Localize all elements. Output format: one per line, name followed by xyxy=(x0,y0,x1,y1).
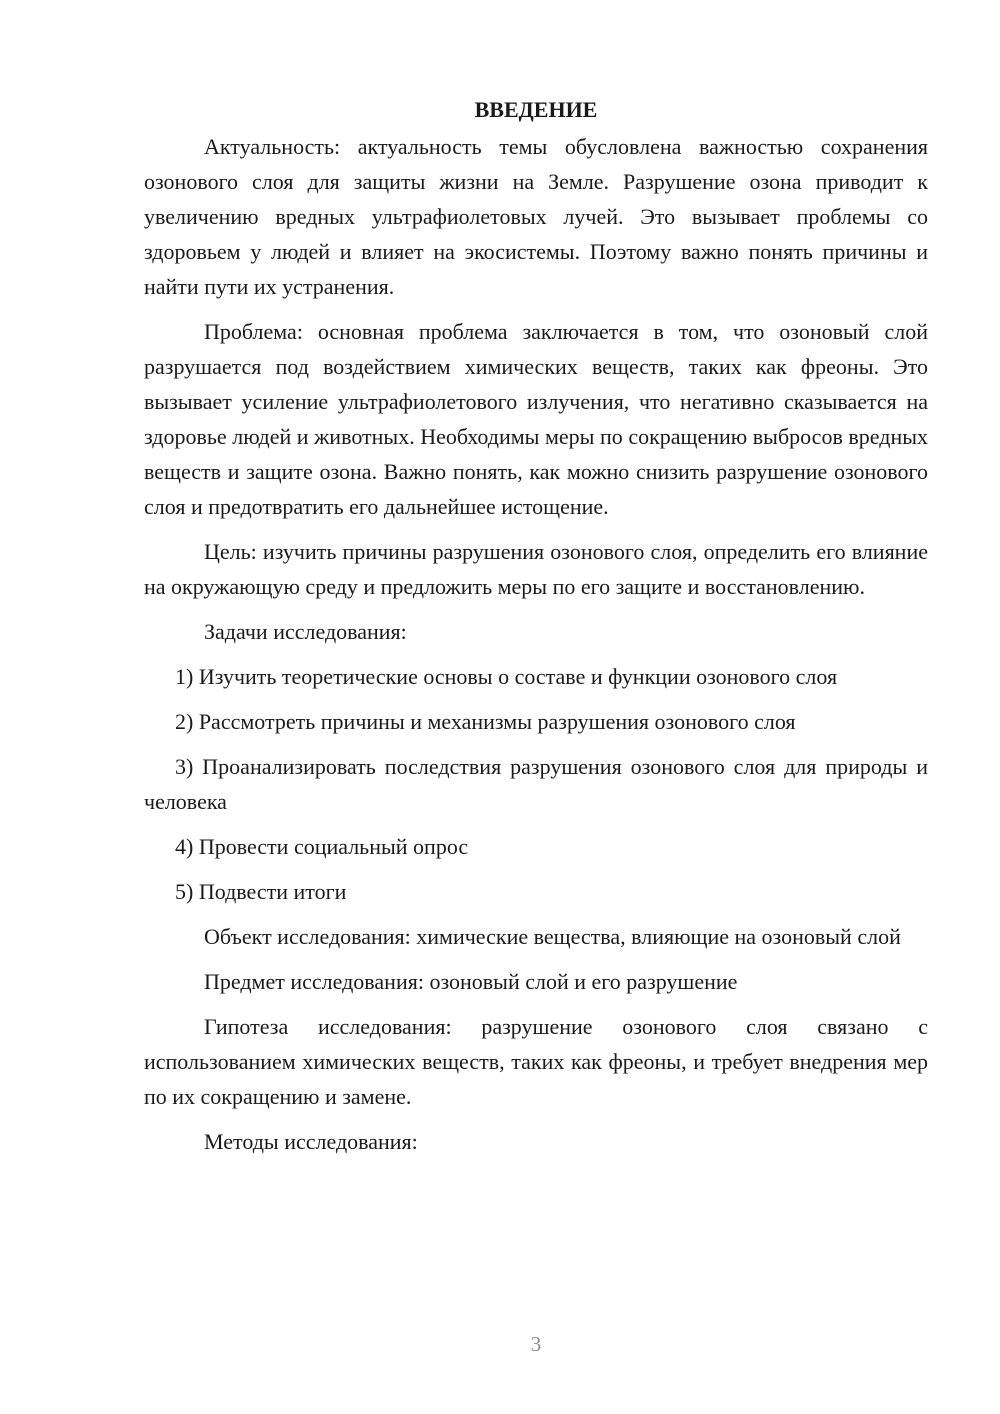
subject-paragraph: Предмет исследования: озоновый слой и его разрушение xyxy=(204,969,738,994)
task-item: 4) Провести социальный опрос xyxy=(175,834,469,859)
document-page xyxy=(144,92,928,1169)
task-item: 5) Подвести итоги xyxy=(175,879,347,904)
task-item: 2) Рассмотреть причины и механизмы разрушения озонового слоя xyxy=(175,709,796,734)
section-title: ВВЕДЕНИЕ xyxy=(474,97,598,122)
object-paragraph: Объект исследования: химические вещества, влияющие на озоновый слой xyxy=(204,924,901,949)
methods-heading: Методы исследования: xyxy=(204,1129,418,1154)
problem-paragraph: Проблема: основная проблема заключается в том, что озоновый слой разрушается под воздействием химических веществ, таких как фреоны. Это вызывает усиление ультрафиолетового излучения, что негативно сказывается на здоровье людей и животных. Необходимы меры по сокращению выбросов вредных веществ и защите озона. Важно понять, как можно снизить разрушение озонового слоя и предотвратить его дальнейшее истощение. xyxy=(144,319,928,519)
task-item: 3) Проанализировать последствия разрушения озонового слоя для природы и человека xyxy=(144,754,928,814)
hypothesis-paragraph: Гипотеза исследования: разрушение озонового слоя связано с использованием химических веществ, таких как фреоны, и требует внедрения мер по их сокращению и замене. xyxy=(144,1014,928,1109)
goal-paragraph: Цель: изучить причины разрушения озонового слоя, определить его влияние на окружающую среду и предложить меры по его защите и восстановлению. xyxy=(144,539,928,599)
task-item: 1) Изучить теоретические основы о составе и функции озонового слоя xyxy=(175,664,838,689)
tasks-heading: Задачи исследования: xyxy=(204,619,407,644)
relevance-paragraph: Актуальность: актуальность темы обусловлена важностью сохранения озонового слоя для защиты жизни на Земле. Разрушение озона приводит к увеличению вредных ультрафиолетовых лучей. Это вызывает проблемы со здоровьем у людей и влияет на экосистемы. Поэтому важно понять причины и найти пути их устранения. xyxy=(144,134,928,299)
page-number: 3 xyxy=(530,1332,542,1356)
